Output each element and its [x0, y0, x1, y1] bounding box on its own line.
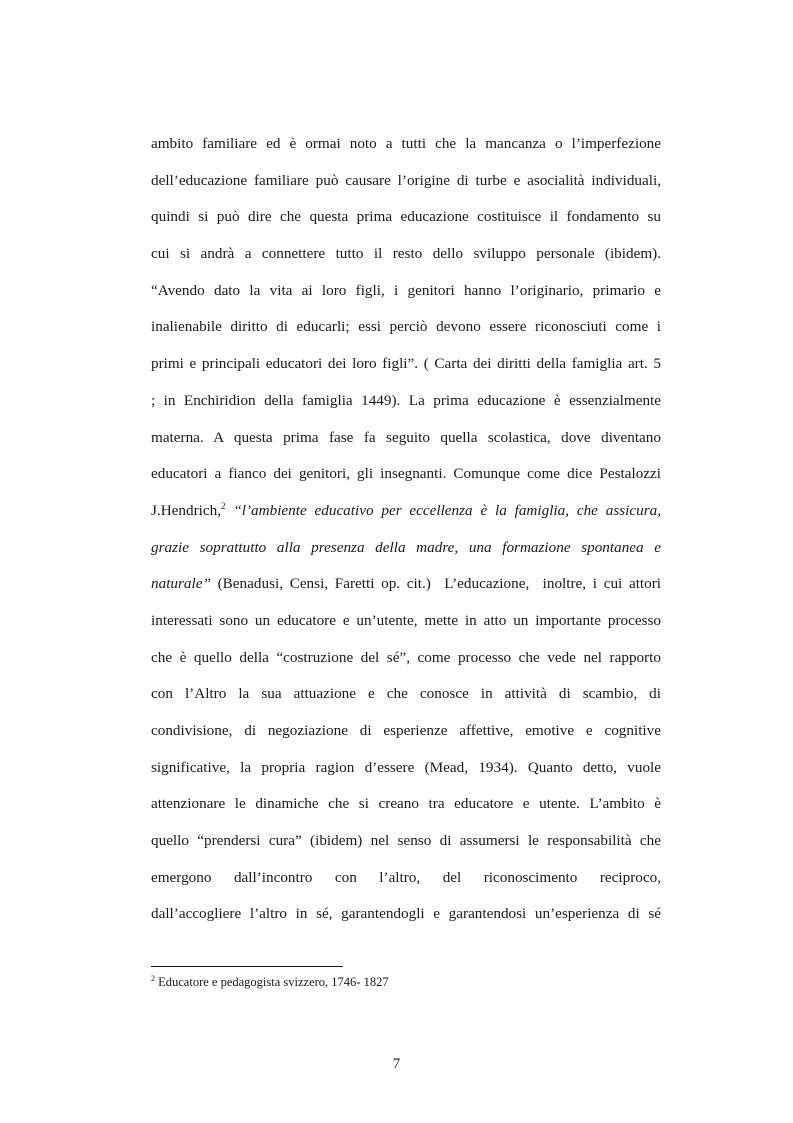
footnote-text: Educatore e pedagogista svizzero, 1746- 1827 — [155, 975, 389, 989]
footnote-number: 2 — [151, 974, 155, 983]
text-line: che è quello della “costruzione del sé”, come processo che vede nel rapporto — [151, 648, 661, 666]
text-line: condivisione, di negoziazione di esperienze affettive, emotive e cognitive — [151, 722, 661, 739]
text-line: cui si andrà a connettere tutto il resto dello sviluppo personale (ibidem). — [151, 245, 661, 263]
text-line: ; in Enchiridion della famiglia 1449). La prima educazione è essenzialmente — [151, 391, 661, 409]
text-line: attenzionare le dinamiche che si creano tra educatore e utente. L’ambito è — [151, 795, 661, 813]
text-line: inalienabile diritto di educarli; essi perciò devono essere riconosciuti come i — [151, 318, 661, 336]
text-line: quindi si può dire che questa prima educazione costituisce il fondamento su — [151, 208, 661, 226]
text-line: primi e principali educatori dei loro figli”. ( Carta dei diritti della famiglia art. 5 — [151, 355, 661, 373]
text-line: interessati sono un educatore e un’utente, mette in atto un importante processo — [151, 611, 661, 629]
footnote — [151, 974, 389, 990]
text-line: materna. A questa prima fase fa seguito quella scolastica, dove diventano — [151, 428, 661, 446]
page-number: 7 — [392, 1056, 401, 1072]
text-line: dall’accogliere l’altro in sé, garantendogli e garantendosi un’esperienza di sé — [151, 905, 661, 923]
footnote-separator — [151, 966, 343, 967]
italic-quote: naturale” — [151, 575, 211, 593]
italic-quote: “l’ambiente educativo per eccellenza è la famiglia, che assicura, — [225, 501, 661, 519]
text-line — [151, 530, 661, 567]
text-line: educatori a fianco dei genitori, gli insegnanti. Comunque come dice Pestalozzi — [151, 465, 661, 483]
text-run: (Benadusi, Censi, Faretti op. cit.) L’educazione, inoltre, i cui attori — [210, 575, 661, 593]
italic-quote: grazie soprattutto alla presenza della madre, una formazione spontanea e — [151, 538, 661, 556]
footnote-reference[interactable]: 2 — [221, 500, 226, 511]
text-line: ambito familiare ed è ormai noto a tutti che la mancanza o l’imperfezione — [151, 135, 661, 152]
text-line — [151, 566, 661, 603]
text-line: quello “prendersi cura” (ibidem) nel senso di assumersi le responsabilità che — [151, 832, 661, 850]
text-line: emergono dall’incontro con l’altro, del riconoscimento reciproco, — [151, 868, 661, 886]
text-line — [151, 493, 661, 530]
text-line: significative, la propria ragion d’essere (Mead, 1934). Quanto detto, vuole — [151, 758, 661, 776]
body-paragraph — [151, 126, 661, 933]
text-line: “Avendo dato la vita ai loro figli, i genitori hanno l’originario, primario e — [151, 281, 661, 299]
text-line: dell’educazione familiare può causare l’origine di turbe e asocialità individuali, — [151, 171, 661, 189]
text-line: con l’Altro la sua attuazione e che conosce in attività di scambio, di — [151, 685, 661, 703]
text-run: J.Hendrich, — [151, 501, 222, 519]
